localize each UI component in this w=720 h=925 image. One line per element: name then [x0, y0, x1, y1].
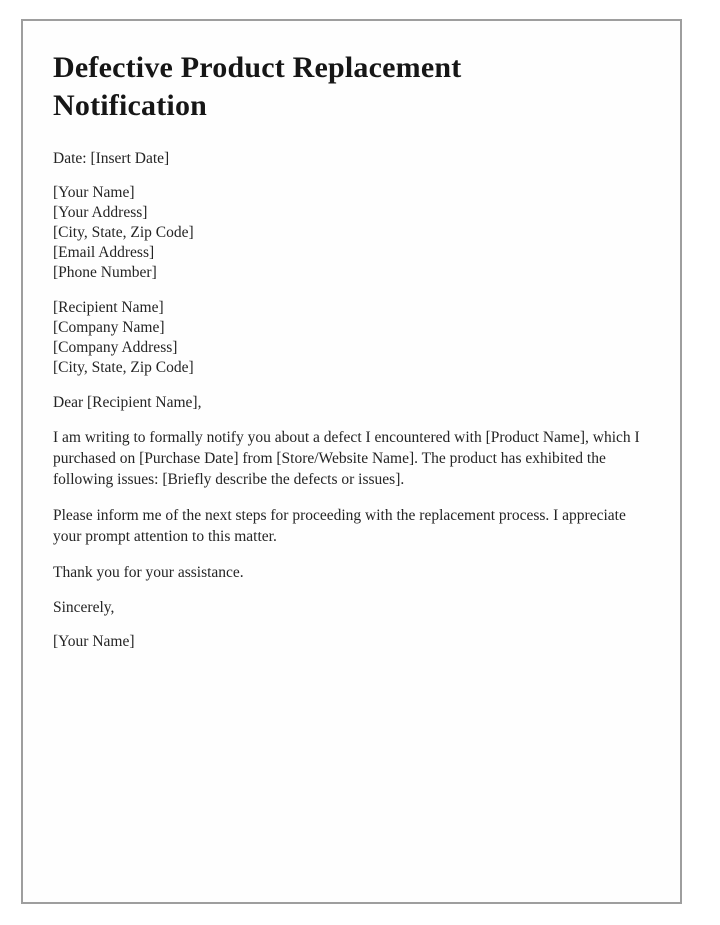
recipient-address-line: [Company Address]: [53, 339, 178, 356]
sender-city-line: [City, State, Zip Code]: [53, 224, 194, 241]
sender-address-block: [53, 183, 650, 283]
recipient-name-line: [Recipient Name]: [53, 299, 164, 316]
salutation-line: Dear [Recipient Name],: [53, 394, 202, 411]
recipient-city-line: [City, State, Zip Code]: [53, 359, 194, 376]
sender-phone-line: [Phone Number]: [53, 264, 157, 281]
letter-title: Defective Product Replacement Notification: [53, 51, 462, 122]
date-line: Date: [Insert Date]: [53, 150, 170, 167]
body-paragraph-next-steps: Please inform me of the next steps for proceeding with the replacement process. I appreciate your prompt attention to this matter.: [53, 507, 626, 545]
body-paragraph-thanks: Thank you for your assistance.: [53, 564, 244, 581]
recipient-address-block: [53, 298, 650, 378]
body-paragraph-defect: I am writing to formally notify you about a defect I encountered with [Product Name], which I purchased on [Purchase Date] from [Store/Website Name]. The product has exhibited the following issues: [Briefly describe the defects or issues].: [53, 429, 640, 488]
recipient-company-line: [Company Name]: [53, 319, 165, 336]
closing-line: Sincerely,: [53, 599, 115, 616]
sender-address-line: [Your Address]: [53, 204, 148, 221]
letter-page: [21, 19, 682, 904]
sender-name-line: [Your Name]: [53, 184, 135, 201]
sender-email-line: [Email Address]: [53, 244, 155, 261]
signature-line: [Your Name]: [53, 633, 135, 650]
